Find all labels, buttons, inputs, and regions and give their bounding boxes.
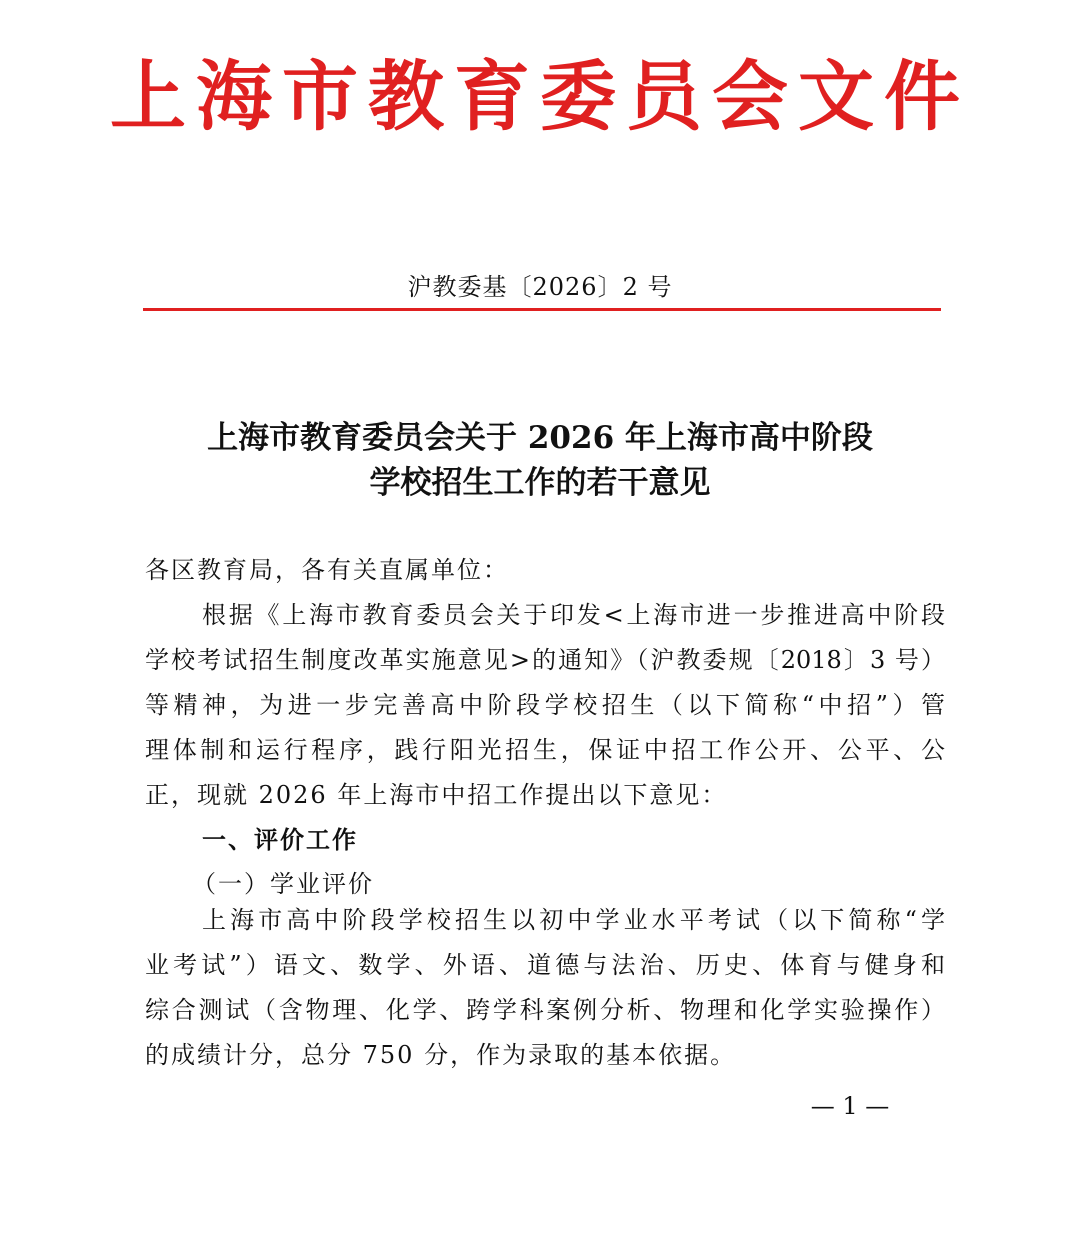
document-title-line-2: 学校招生工作的若干意见 bbox=[369, 465, 711, 501]
intro-line-3: 等精神，为进一步完善高中阶段学校招生（以下简称“中招”）管 bbox=[145, 691, 945, 719]
intro-line-5: 正，现就 2026 年上海市中招工作提出以下意见： bbox=[145, 781, 728, 809]
subsection-heading: （一）学业评价 bbox=[192, 870, 374, 898]
red-divider-line bbox=[143, 308, 941, 311]
document-title-line-1: 上海市教育委员会关于 2026 年上海市高中阶段 bbox=[207, 420, 873, 456]
body-line-4: 的成绩计分，总分 750 分，作为录取的基本依据。 bbox=[145, 1041, 737, 1069]
body-line-3: 综合测试（含物理、化学、跨学科案例分析、物理和化学实验操作） bbox=[145, 996, 945, 1024]
intro-line-1: 根据《上海市教育委员会关于印发<上海市进一步推进高中阶段 bbox=[202, 601, 945, 629]
document-number: 沪教委基〔2026〕2 号 bbox=[407, 273, 673, 301]
addressee: 各区教育局，各有关直属单位： bbox=[145, 556, 509, 584]
body-line-1: 上海市高中阶段学校招生以初中学业水平考试（以下简称“学 bbox=[202, 906, 945, 934]
section-heading: 一、评价工作 bbox=[202, 826, 358, 854]
intro-line-4: 理体制和运行程序，践行阳光招生，保证中招工作公开、公平、公 bbox=[145, 736, 945, 764]
document-masthead: 上海市教育委员会文件 bbox=[110, 52, 970, 141]
intro-line-2: 学校考试招生制度改革实施意见>的通知》（沪教委规〔2018〕3 号） bbox=[145, 646, 945, 674]
body-line-2: 业考试”）语文、数学、外语、道德与法治、历史、体育与健身和 bbox=[145, 951, 945, 979]
page-number: — 1 — bbox=[810, 1092, 890, 1120]
